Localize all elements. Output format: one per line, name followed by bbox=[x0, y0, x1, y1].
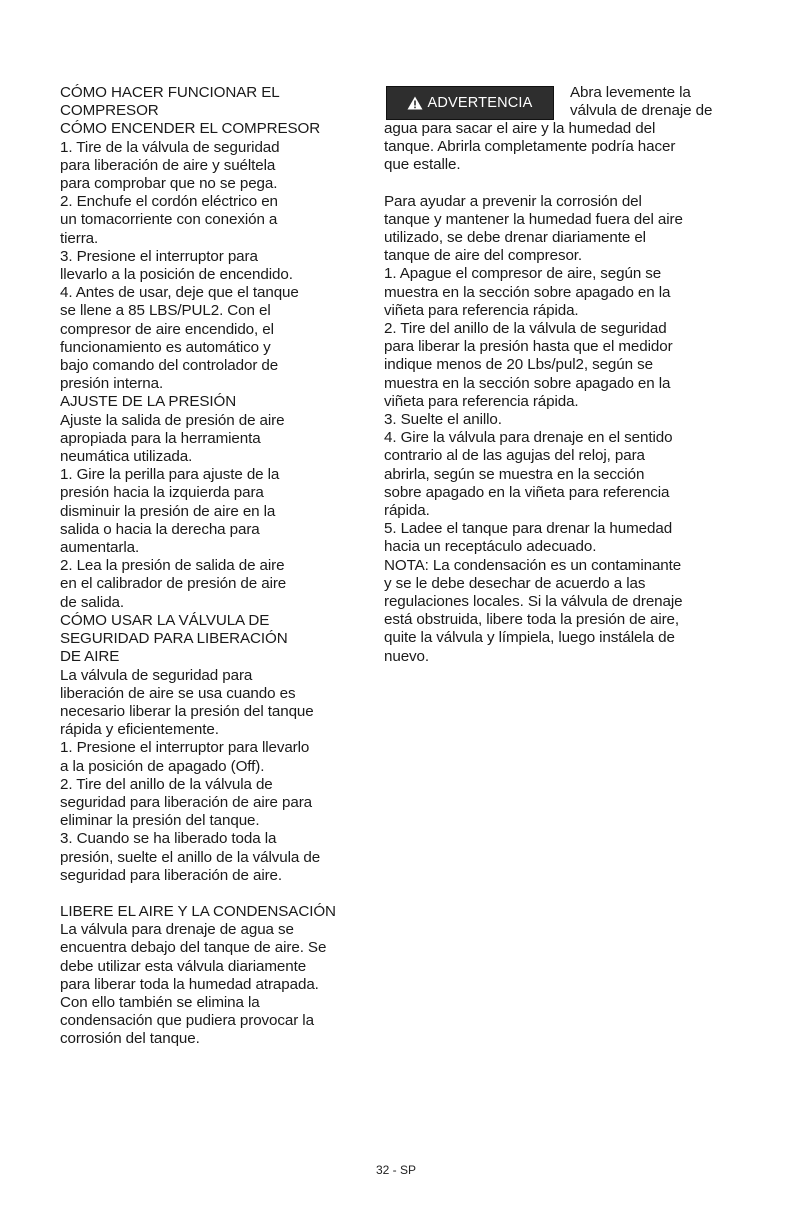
text-line: aumentarla. bbox=[60, 539, 140, 557]
text-line: La válvula para drenaje de agua se bbox=[60, 921, 294, 939]
text-line: presión, suelte el anillo de la válvula de bbox=[60, 848, 321, 866]
text-line: a la posición de apagado (Off). bbox=[60, 757, 265, 775]
text-line: abrirla, según se muestra en la sección bbox=[384, 465, 645, 483]
text-line: CÓMO USAR LA VÁLVULA DE bbox=[60, 611, 270, 629]
text-line: seguridad para liberación de aire. bbox=[60, 866, 283, 884]
text-line: llevarlo a la posición de encendido. bbox=[60, 266, 293, 284]
text-line: seguridad para liberación de aire para bbox=[60, 793, 313, 811]
text-line: 4. Gire la válvula para drenaje en el sentido bbox=[384, 429, 673, 447]
text-line: compresor de aire encendido, el bbox=[60, 320, 274, 338]
text-line: necesario liberar la presión del tanque bbox=[60, 702, 314, 720]
text-line: para liberar toda la humedad atrapada. bbox=[60, 975, 319, 993]
text-line: 1. Apague el compresor de aire, según se bbox=[384, 265, 662, 283]
text-line: tanque de aire del compresor. bbox=[384, 247, 583, 265]
text-line: quite la válvula y límpiela, luego instálela de bbox=[384, 629, 675, 647]
text-line: para liberación de aire y suéltela bbox=[60, 156, 276, 174]
warning-badge bbox=[386, 86, 554, 120]
text-line: funcionamiento es automático y bbox=[60, 338, 271, 356]
left-column bbox=[60, 84, 372, 1049]
text-line: NOTA: La condensación es un contaminante bbox=[384, 556, 682, 574]
text-line: La válvula de seguridad para bbox=[60, 666, 253, 684]
text-line: corrosión del tanque. bbox=[60, 1030, 200, 1048]
text-line: 5. Ladee el tanque para drenar la humedad bbox=[384, 520, 673, 538]
text-line: regulaciones locales. Si la válvula de drenaje bbox=[384, 593, 683, 611]
text-line: tanque y mantener la humedad fuera del aire bbox=[384, 210, 683, 228]
text-line: sobre apagado en la viñeta para referencia bbox=[384, 483, 670, 501]
text-line: muestra en la sección sobre apagado en la bbox=[384, 374, 671, 392]
warning-beside-text bbox=[570, 84, 750, 120]
warning-triangle-icon bbox=[407, 96, 423, 110]
text-line: disminuir la presión de aire en la bbox=[60, 502, 276, 520]
text-line: neumática utilizada. bbox=[60, 448, 193, 466]
text-line: Para ayudar a prevenir la corrosión del bbox=[384, 192, 642, 210]
paragraph-gap bbox=[384, 175, 744, 193]
text-line: bajo comando del controlador de bbox=[60, 357, 279, 375]
text-line: 2. Tire del anillo de la válvula de bbox=[60, 775, 273, 793]
text-line: hacia un receptáculo adecuado. bbox=[384, 538, 597, 556]
text-line: 1. Presione el interruptor para llevarlo bbox=[60, 739, 310, 757]
text-line: CÓMO HACER FUNCIONAR EL bbox=[60, 84, 280, 101]
paragraph-gap bbox=[60, 885, 372, 903]
warning-block bbox=[384, 84, 744, 120]
text-line: condensación que pudiera provocar la bbox=[60, 1012, 314, 1030]
text-line: Con ello también se elimina la bbox=[60, 993, 260, 1011]
text-line: COMPRESOR bbox=[60, 102, 159, 120]
text-line: se llene a 85 LBS/PUL2. Con el bbox=[60, 302, 271, 320]
text-line: que estalle. bbox=[384, 156, 461, 174]
text-line: 2. Enchufe el cordón eléctrico en bbox=[60, 193, 278, 211]
text-line: indique menos de 20 Lbs/pul2, según se bbox=[384, 356, 653, 374]
text-line: rápida y eficientemente. bbox=[60, 721, 219, 739]
page-number: 32 - SP bbox=[375, 1163, 417, 1177]
text-line: Ajuste la salida de presión de aire bbox=[60, 411, 285, 429]
text-line: contrario al de las agujas del reloj, para bbox=[384, 447, 645, 465]
right-column bbox=[384, 84, 744, 666]
warning-line: Abra levemente la bbox=[570, 84, 691, 101]
text-line: DE AIRE bbox=[60, 648, 120, 666]
text-line: encuentra debajo del tanque de aire. Se bbox=[60, 939, 327, 957]
text-line: 3. Cuando se ha liberado toda la bbox=[60, 830, 277, 848]
text-line: y se le debe desechar de acuerdo a las bbox=[384, 574, 646, 592]
warning-label: ADVERTENCIA bbox=[427, 94, 533, 111]
text-line: presión hacia la izquierda para bbox=[60, 484, 264, 502]
text-line: viñeta para referencia rápida. bbox=[384, 301, 579, 319]
text-line: nuevo. bbox=[384, 647, 429, 665]
text-line: 2. Lea la presión de salida de aire bbox=[60, 557, 285, 575]
text-line: eliminar la presión del tanque. bbox=[60, 812, 260, 830]
text-line: está obstruida, libere toda la presión de aire, bbox=[384, 611, 680, 629]
text-line: rápida. bbox=[384, 502, 430, 520]
warning-line: válvula de drenaje de bbox=[570, 102, 713, 120]
text-line: 1. Gire la perilla para ajuste de la bbox=[60, 466, 280, 484]
text-line: CÓMO ENCENDER EL COMPRESOR bbox=[60, 120, 321, 138]
text-line: 2. Tire del anillo de la válvula de seguridad bbox=[384, 320, 667, 338]
text-line: debe utilizar esta válvula diariamente bbox=[60, 957, 307, 975]
text-line: tanque. Abrirla completamente podría hacer bbox=[384, 138, 676, 156]
text-line: muestra en la sección sobre apagado en la bbox=[384, 283, 671, 301]
text-line: utilizado, se debe drenar diariamente el bbox=[384, 229, 646, 247]
text-line: viñeta para referencia rápida. bbox=[384, 392, 579, 410]
text-line: agua para sacar el aire y la humedad del bbox=[384, 120, 656, 137]
text-line: SEGURIDAD PARA LIBERACIÓN bbox=[60, 630, 288, 648]
text-line: para liberar la presión hasta que el medidor bbox=[384, 338, 673, 356]
text-line: un tomacorriente con conexión a bbox=[60, 211, 278, 229]
text-line: presión interna. bbox=[60, 375, 164, 393]
text-line: 3. Suelte el anillo. bbox=[384, 411, 502, 429]
text-line: AJUSTE DE LA PRESIÓN bbox=[60, 393, 237, 411]
text-line: salida o hacia la derecha para bbox=[60, 520, 260, 538]
text-line: 3. Presione el interruptor para bbox=[60, 247, 258, 265]
text-line: tierra. bbox=[60, 229, 99, 247]
text-line: LIBERE EL AIRE Y LA CONDENSACIÓN bbox=[60, 902, 336, 920]
text-line: en el calibrador de presión de aire bbox=[60, 575, 287, 593]
text-line: liberación de aire se usa cuando es bbox=[60, 684, 296, 702]
text-line: para comprobar que no se pega. bbox=[60, 175, 278, 193]
right-column-body bbox=[384, 120, 744, 666]
text-line: 4. Antes de usar, deje que el tanque bbox=[60, 284, 299, 302]
text-line: 1. Tire de la válvula de seguridad bbox=[60, 138, 280, 156]
text-line: apropiada para la herramienta bbox=[60, 429, 261, 447]
text-line: de salida. bbox=[60, 593, 125, 611]
